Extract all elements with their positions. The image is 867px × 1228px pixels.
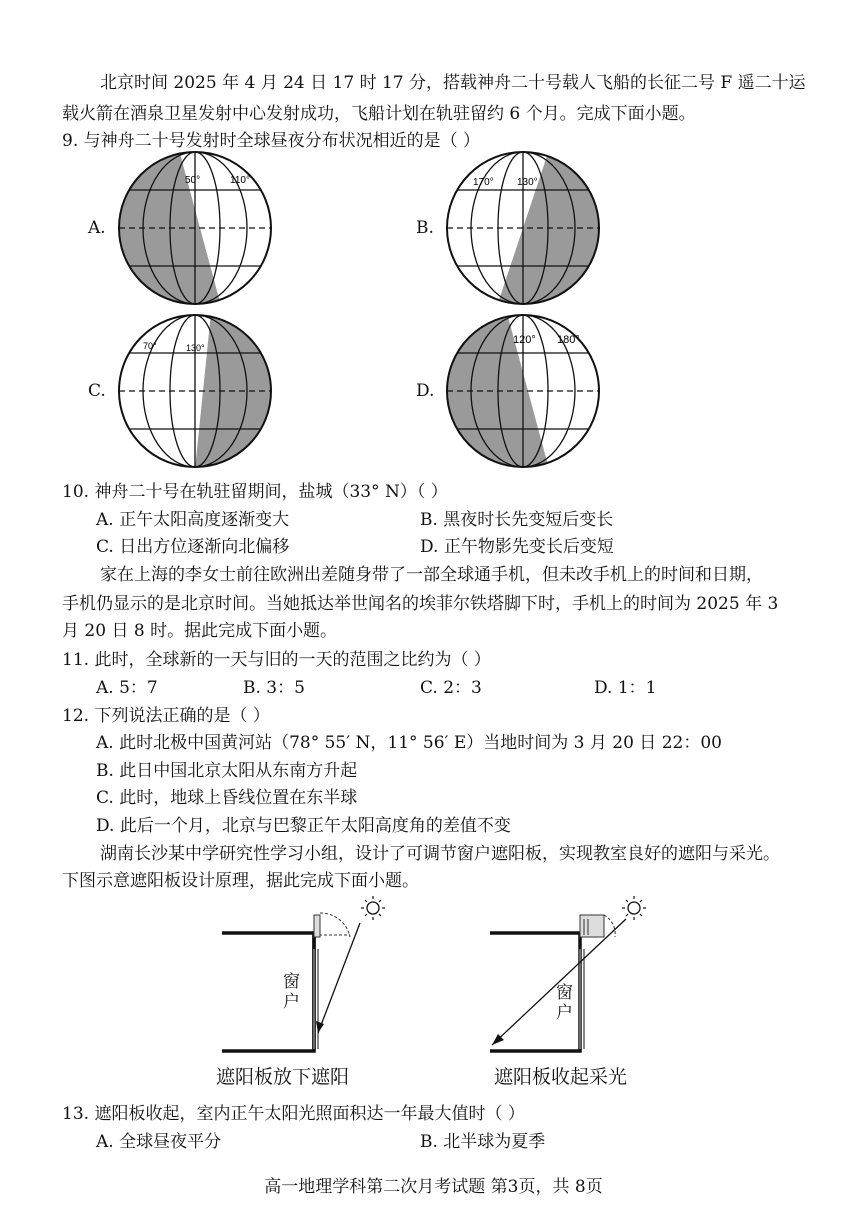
q11-option-c: C. 2：3 (420, 678, 482, 698)
globe-c-lon2: 130° (186, 343, 205, 353)
intro3-line2: 下图示意遮阳板设计原理，据此完成下面小题。 (62, 871, 419, 891)
q11-option-a: A. 5：7 (96, 678, 158, 698)
intro2-line1: 家在上海的李女士前往欧洲出差随身带了一部全球通手机，但未改手机上的时间和日期， (100, 565, 763, 585)
globe-d-lon2: 180° (557, 334, 580, 346)
intro1-line1: 北京时间 2025 年 4 月 24 日 17 时 17 分，搭载神舟二十号载人飞船的长征二号 F 遥二十运 (100, 73, 806, 93)
q10-option-d: D. 正午物影先变长后变短 (420, 537, 614, 557)
q10-option-b: B. 黑夜时长先变短后变长 (420, 510, 614, 530)
q10-stem: 10. 神舟二十号在轨驻留期间，盐城（33° N）（ ） (62, 482, 448, 502)
globe-c (117, 313, 273, 469)
q11-stem: 11. 此时，全球新的一天与旧的一天的范围之比约为（ ） (62, 650, 491, 670)
caption-left: 遮阳板放下遮阳 (216, 1066, 350, 1088)
intro2-line3: 月 20 日 8 时。据此完成下面小题。 (62, 621, 338, 641)
intro1-line2: 载火箭在酒泉卫星发射中心发射成功，飞船计划在轨驻留约 6 个月。完成下面小题。 (62, 104, 696, 124)
q12-option-d: D. 此后一个月，北京与巴黎正午太阳高度角的差值不变 (96, 816, 511, 836)
globe-d (445, 313, 601, 469)
window-label-left: 窗户 (283, 972, 300, 1012)
intro3-line1: 湖南长沙某中学研究性学习小组，设计了可调节窗户遮阳板，实现教室良好的遮阳与采光。 (100, 844, 780, 864)
q11-option-d: D. 1：1 (594, 678, 657, 698)
q11-option-b: B. 3：5 (243, 678, 305, 698)
q12-option-a: A. 此时北极中国黄河站（78° 55′ N，11° 56′ E）当地时间为 3 月 20 日 22：00 (96, 733, 722, 753)
globe-d-lon1: 120° (513, 334, 536, 346)
globe-c-lon1: 70° (143, 341, 157, 351)
diagram-shade-up (490, 896, 646, 1051)
q9-option-c-label: C. (88, 381, 106, 401)
page-footer: 高一地理学科第二次月考试题 第3页，共 8页 (264, 1177, 603, 1197)
q13-stem: 13. 遮阳板收起，室内正午太阳光照面积达一年最大值时（ ） (62, 1104, 525, 1124)
q9-stem: 9. 与神舟二十号发射时全球昼夜分布状况相近的是（ ） (62, 131, 481, 151)
q9-option-a-label: A. (88, 218, 106, 238)
globe-a-lon1: 50° (185, 175, 201, 186)
globe-a (117, 150, 273, 306)
caption-right: 遮阳板收起采光 (494, 1066, 628, 1088)
window-label-right: 窗户 (556, 983, 573, 1023)
globe-b-lon2: 130° (517, 177, 538, 188)
q13-option-a: A. 全球昼夜平分 (96, 1132, 222, 1152)
globe-b-lon1: 170° (473, 177, 494, 188)
q12-stem: 12. 下列说法正确的是（ ） (62, 706, 270, 726)
q13-option-b: B. 北半球为夏季 (420, 1132, 546, 1152)
q10-option-a: A. 正午太阳高度逐渐变大 (96, 510, 290, 530)
globe-b (445, 150, 601, 306)
q9-option-d-label: D. (416, 381, 435, 401)
q10-option-c: C. 日出方位逐渐向北偏移 (96, 537, 290, 557)
q9-option-b-label: B. (416, 218, 434, 238)
diagram-shade-down (222, 896, 385, 1051)
q12-option-c: C. 此时，地球上昏线位置在东半球 (96, 788, 358, 808)
globe-a-lon2: 110° (230, 175, 250, 186)
q12-option-b: B. 此日中国北京太阳从东南方升起 (96, 761, 358, 781)
intro2-line2: 手机仍显示的是北京时间。当她抵达举世闻名的埃菲尔铁塔脚下时，手机上的时间为 2025 年 3 (62, 594, 779, 614)
